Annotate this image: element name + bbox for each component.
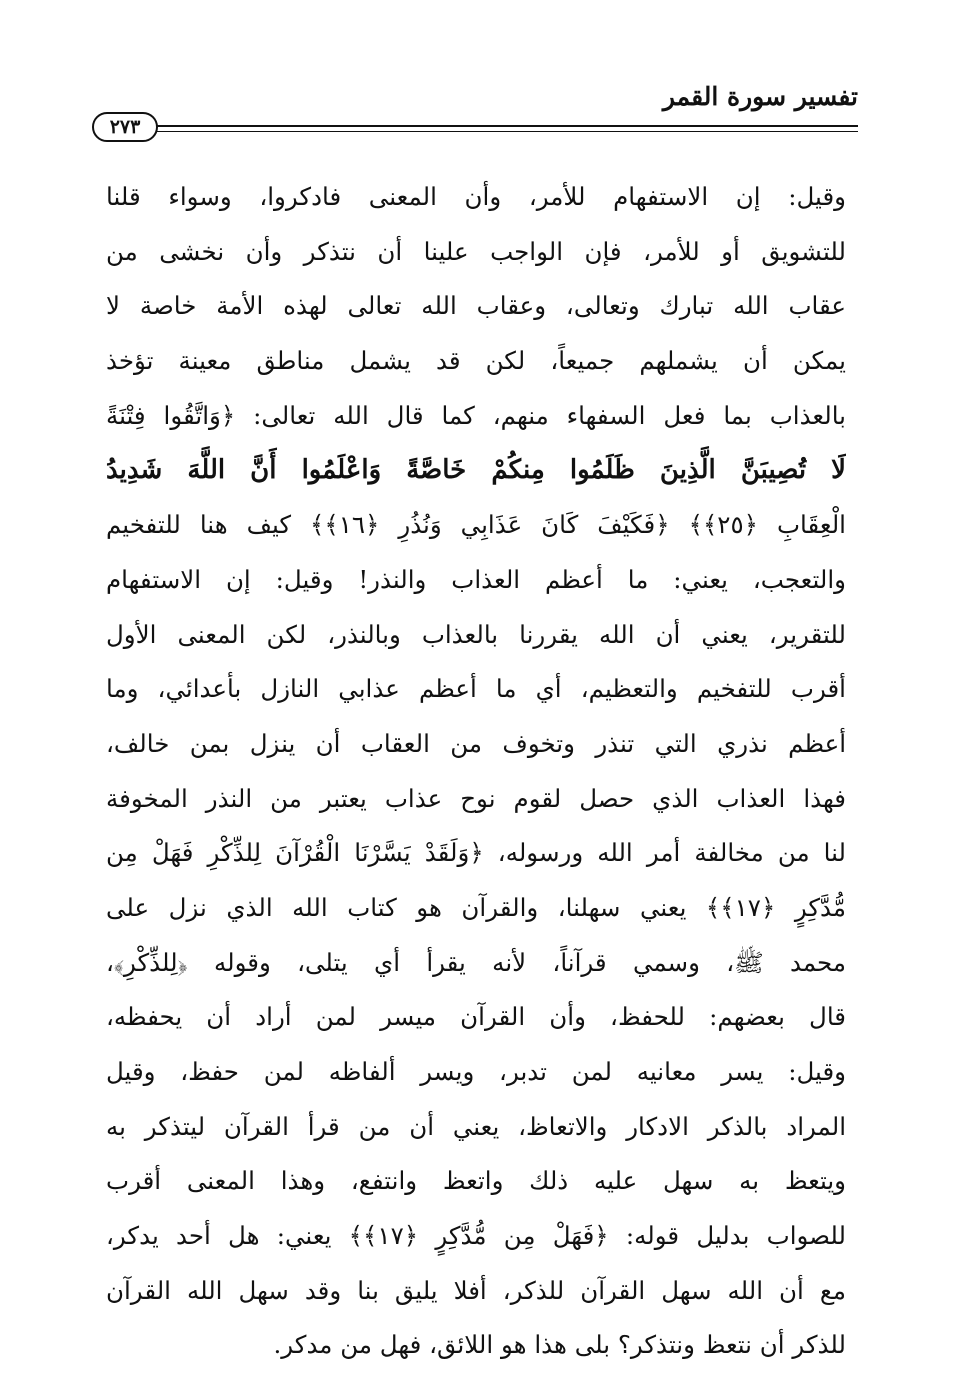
- text-line: أقرب للتفخيم والتعظيم، أي ما أعظم عذابي النازل بأعدائي، وما: [106, 674, 846, 704]
- text-line: ويتعظ به سهل عليه ذلك واتعظ وانتفع، وهذا المعنى أقرب: [106, 1166, 846, 1196]
- text-line: عقاب الله تبارك وتعالى، وعقاب الله تعالى لهذه الأمة خاصة لا: [106, 291, 846, 321]
- text-line-last: للذكر أن نتعظ ونتذكر؟ بلى هذا هو اللائق، فهل من مدكر.: [273, 1330, 846, 1360]
- header-rule-thin: [154, 131, 858, 132]
- text-line: يمكن أن يشملهم جميعاً، لكن قد يشمل مناطق معينة تؤخذ: [106, 346, 846, 376]
- text-line: فهذا العذاب الذي حصل لقوم نوح عذاب يعتبر من النذر المخوفة: [106, 783, 846, 813]
- running-title: تفسير سورة القمر: [662, 82, 858, 111]
- page-header: [92, 82, 858, 146]
- text-line: الْعِقَابِ ﴿٢٥﴾﴾ ﴿فَكَيْفَ كَانَ عَذَابِي وَنُذُرِ ﴿١٦﴾﴾ كيف هنا للتفخيم: [106, 510, 846, 540]
- page-number: ٢٧٣: [92, 112, 158, 142]
- quran-verse-line: لَا تُصِيبَنَّ الَّذِينَ ظَلَمُوا مِنكُمْ خَاصَّةً وَاعْلَمُوا أَنَّ اللَّهَ شَدِيدُ: [106, 455, 846, 486]
- text-line: أعظم نذري التي تنذر وتخوف من العقاب أن ينزل بمن خالف،: [106, 728, 846, 758]
- text-line: للتقرير، يعني أن الله يقررنا بالعذاب وبالنذر، لكن المعنى الأول: [106, 619, 846, 649]
- body-text: [106, 170, 846, 1373]
- text-line: للصواب بدليل قوله: ﴿فَهَلْ مِن مُّدَّكِرٍ ﴿١٧﴾﴾ يعني: هل أحد يدكر،: [106, 1221, 846, 1251]
- header-rule: [154, 125, 858, 127]
- text-line: قال بعضهم: للحفظ، وأن القرآن ميسر لمن أراد أن يحفظه،: [106, 1002, 846, 1032]
- text-line: بالعذاب بما فعل السفهاء منهم، كما قال الله تعالى: ﴿وَاتَّقُوا فِتْنَةً: [106, 400, 846, 430]
- text-line: وقيل: يسر معانيه لمن تدبر، ويسر ألفاظه لمن حفظ، وقيل: [106, 1057, 846, 1086]
- text-line: مُّدَّكِرٍ ﴿١٧﴾﴾ يعني سهلنا، والقرآن هو كتاب الله الذي نزل على: [106, 892, 846, 922]
- text-line: المراد بالذكر الادكار والاتعاظ، يعني أن من قرأ القرآن ليتذكر به: [106, 1111, 846, 1141]
- text-line: محمد ﷺ، وسمي قرآناً، لأنه يقرأ أي يتلى، وقوله ﴿لِلذِّكْرِ﴾،: [106, 947, 846, 977]
- text-line: لنا من مخالفة أمر الله ورسوله، ﴿وَلَقَدْ يَسَّرْنَا الْقُرْآنَ لِلذِّكْرِ فَهَلْ مِن: [106, 838, 846, 868]
- text-line: للتشويق أو للأمر، فإن الواجب علينا أن نتذكر وأن نخشى من: [106, 236, 846, 266]
- text-line: والتعجب، يعني: ما أعظم العذاب والنذر! وقيل: إن الاستفهام: [106, 564, 846, 594]
- text-line: مع أن الله سهل القرآن للذكر، أفلا يليق بنا وقد سهل الله القرآن: [106, 1275, 846, 1305]
- text-line: وقيل: إن الاستفهام للأمر، وأن المعنى فادكروا، وسواء قلنا: [106, 182, 846, 211]
